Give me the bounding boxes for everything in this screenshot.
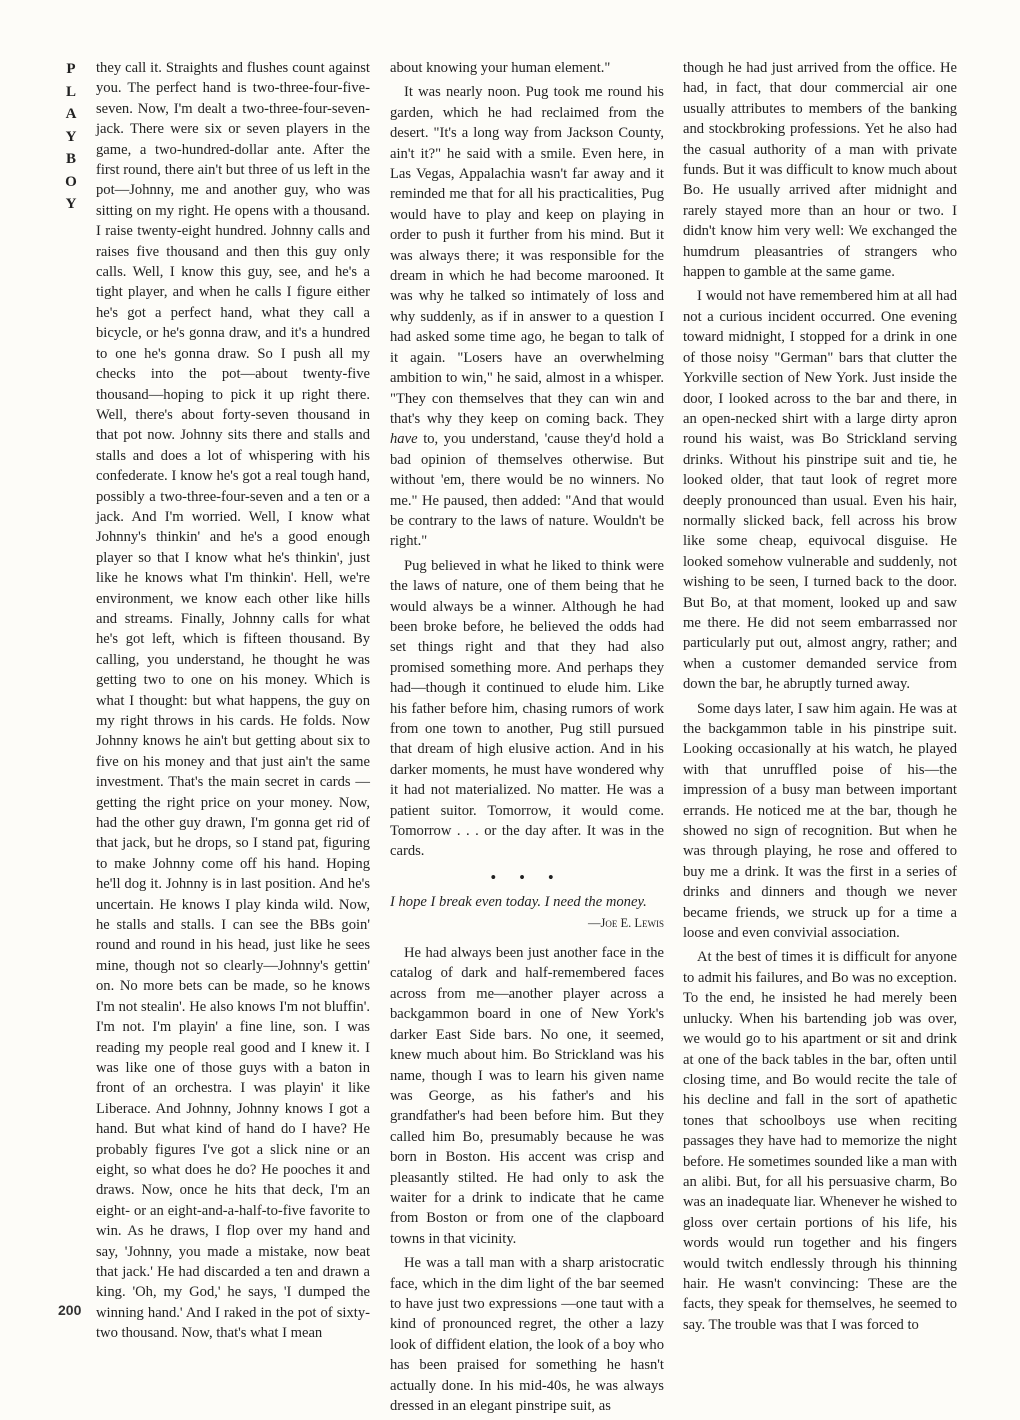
paragraph: He was a tall man with a sharp aristocratic face, which in the dim light of the bar seemed to have just two expressions —one taut with a kind of pronounced regret, the other a lazy look of diffident elation, the look of a boy who has been praised for something he hasn't actually done. In his mid-40s, he was always dressed in an elegant pinstripe suit, as xyxy=(390,1255,664,1414)
paragraph: about knowing your human element." xyxy=(390,60,611,76)
paragraph: though he had just arrived from the office. He had, in fact, that dour commercial air one usually attributes to members of the banking and stockbroking professions. Yet he also had the casual authority of a man with private funds. But it was difficult to know much about Bo. He usually arrived after midnight and rarely stayed more than an hour or two. I didn't know him very well: We exchanged the humdrum pleasantries of strangers who happen to gamble at the same game. xyxy=(683,60,957,281)
magazine-letter: P xyxy=(66,61,76,77)
magazine-name-vertical xyxy=(60,58,82,216)
magazine-letter: A xyxy=(65,106,77,122)
column-2 xyxy=(390,58,664,1420)
page-number: 200 xyxy=(58,1302,82,1318)
paragraph: He had always been just another face in the catalog of dark and half-remembered faces across from me—another player across a backgammon board in one of New York's darker East Side bars. No one, it seemed, knew much about him. Bo Strickland was his name, though I was to learn his given name was George, as his father's and his grandfather's had been before him. But they called him Bo, presumably because he was born in Boston. His accent was crisp and pleasantly stilted. He had only to ask the waiter for a drink to indicate that he came from Boston or from one of the clapboard towns in that vicinity. xyxy=(390,945,664,1247)
column-1 xyxy=(96,58,370,1348)
paragraph-text: It was nearly noon. Pug took me round his garden, which he had reclaimed from the desert. "It's a long way from Jackson County, ain't it?" he said with a smile. Even here, in Las Vegas, Appalachia wasn't far away and it reminded me that for all his practicalities, Pug would have to play and keep on playing in order to push it further from his mind. But it was always there; it was responsible for the dream in which he had become marooned. It was why he talked so intimately of loss and why suddenly, as if in answer to a question I had asked some time ago, he began to talk of it again. "Losers have an overwhelming ambition to win," he said, almost in a whisper. "They con themselves that they can win and that's why they keep on coming back. They xyxy=(390,84,664,427)
paragraph xyxy=(390,82,664,551)
epigraph xyxy=(390,892,664,933)
emphasis: have xyxy=(390,431,418,448)
epigraph-quote: I hope I break even today. I need the money. xyxy=(390,894,647,911)
magazine-letter: O xyxy=(65,173,77,190)
magazine-letter: Y xyxy=(65,128,77,145)
paragraph: Some days later, I saw him again. He was at the backgammon table in his pinstripe suit. Looking occasionally at his watch, he played with that unruffled poise of his—the impression of a busy man between important errands. He noticed me at the bar, though he showed no sign of recognition. But when he was through playing, he rose and offered to buy me a drink. It was the first in a series of drinks and dinners and though we never became friends, we struck up for a time a loose and even convivial association. xyxy=(683,700,957,942)
magazine-letter: Y xyxy=(65,196,77,212)
paragraph: I would not have remembered him at all had not a curious incident occurred. One evening toward midnight, I stopped for a drink in one of those noisy "German" bars that clutter the Yorkville section of New York. Just inside the door, I looked across to the bar and there, in an open-necked shirt with a large dirty apron round his waist, was Bo Strickland serving drinks. Without his pinstripe suit and tie, he looked older, that taut look of regret more deeply pronounced than usual. Even his hair, normally slicked back, fell across his brow like some cheap, equivocal disguise. He looked somehow vulnerable and suddenly, not wishing to be seen, I turned back to the door. But Bo, at that moment, looked up and saw me there. He did not seem embarrassed nor particularly put out, almost angry, rather; and when a customer demanded service from down the bar, he abruptly turned away. xyxy=(683,288,957,693)
column-3 xyxy=(683,58,957,1339)
paragraph: At the best of times it is difficult for anyone to admit his failures, and Bo was no exception. To the end, he insisted he had merely been unlucky. When his bartending job was over, we would go to his apartment or sit and drink at one of the back tables in the bar, often until closing time, and Bo would recite the tale of his decline and fall in the sort of apathetic tones that schoolboys use when reciting passages they have had to memorize the night before. He sometimes sounded like a man with an alibi. But, for all his persuasive charm, Bo was an inadequate liar. Whenever he wished to gloss over certain portions of his life, his words would run together and his fingers would twitch endlessly through his thinning hair. He wasn't convincing: These are the facts, they speak for themselves, he seemed to say. The trouble was that I was forced to xyxy=(683,949,957,1333)
section-separator: • • • xyxy=(490,869,564,886)
paragraph: they call it. Straights and flushes count against you. The perfect hand is two-three-four-five-seven. Now, I'm dealt a two-three-four-seven-jack. There were six or seven players in the game, a two-hundred-dollar ante. After the first round, there ain't but three of us left in the pot—Johnny, me and another guy, who was sitting on my right. He opens with a thousand. I raise twenty-eight hundred. Johnny calls and raises five thousand and then this guy only calls. Well, I know this guy, see, and he's a tight player, and when he calls I figure either he's got a perfect hand, what they call a bicycle, or he's gonna draw, and it's a hundred to one he's gonna draw. So I push all my checks into the pot—about twenty-five thousand—hoping to pick it up right there. Well, there's about forty-seven thousand in that pot now. Johnny sits there and stalls and stalls and does a lot of whispering with his confederate. I know he's got a real tough hand, possibly a two-three-four-seven and a ten or a jack. And I'm worried. Well, I know what Johnny's thinkin' and he's a good enough player so that I know what he's thinkin', just like he knows what I'm thinkin'. Hell, we're environment, we know each other like hills and streams. Finally, Johnny calls for what he's got left, which is fifteen thousand. By calling, you understand, he thought he was getting two to one on his money. Which is what I thought: but what happens, the guy on my right throws in his cards. He folds. Now Johnny knows he ain't but getting about six to five on his money and that just ain't the same investment. That's the main secret in cards —getting the right price on your money. Now, had the other guy drawn, I'm gonna get rid of that jack, but he drops, so I stand pat, figuring to make Johnny come off his hand. Hoping he'll dog it. Johnny is in last position. And he's uncertain. He knows I play kinda wild. Now, he stalls and stalls. I can see the BBs goin' round and round in his head, just like he sees mine, though not so clearly—Johnny's gettin' on. No more bets can be made, so he knows I'm not stealin'. He also knows I'm not bluffin'. I'm not. I'm playin' a fine line, son. I was reading my people real good and I knew it. I was like one of those guys with a baton in front of an orchestra. I was playin' it like Liberace. And Johnny, Johnny knows I got a hand. But what kind of hand do I have? He probably figures I've got a slick nine or an eight, so what does he do? He pooches it and draws. Now, once he hits that deck, I'm an eight- or an eight-and-a-half-to-five favorite to win. As he draws, I flop over my hand and say, 'Johnny, you made a mistake, now beat that jack.' He had discarded a ten and drawn a king. 'Oh, my God,' he says, 'I dumped the winning hand.' And I raked in the pot of sixty-two thousand. Now, that's what I mean xyxy=(96,60,370,1342)
magazine-letter: B xyxy=(65,151,76,167)
epigraph-attribution: —Joe E. Lewis xyxy=(587,915,664,930)
paragraph-text: to, you understand, 'cause they'd hold a bad opinion of themselves otherwise. But without 'em, there would be no winners. No me." He paused, then added: "And that would be contrary to the laws of nature. Wouldn't be right." xyxy=(390,431,664,550)
paragraph: Pug believed in what he liked to think were the laws of nature, one of them being that he would always be a winner. Although he had been broke before, he believed the odds had set things right and that they had also promised something more. And perhaps they had—though it continued to elude him. Like his father before him, chasing rumors of work from one town to another, Pug still pursued that dream of high elusive action. And in his darker moments, he must have wondered why it had not materialized. No matter. He was a patient suitor. Tomorrow, it would come. Tomorrow . . . or the day after. It was in the cards. xyxy=(390,557,664,860)
magazine-letter: L xyxy=(65,83,76,100)
